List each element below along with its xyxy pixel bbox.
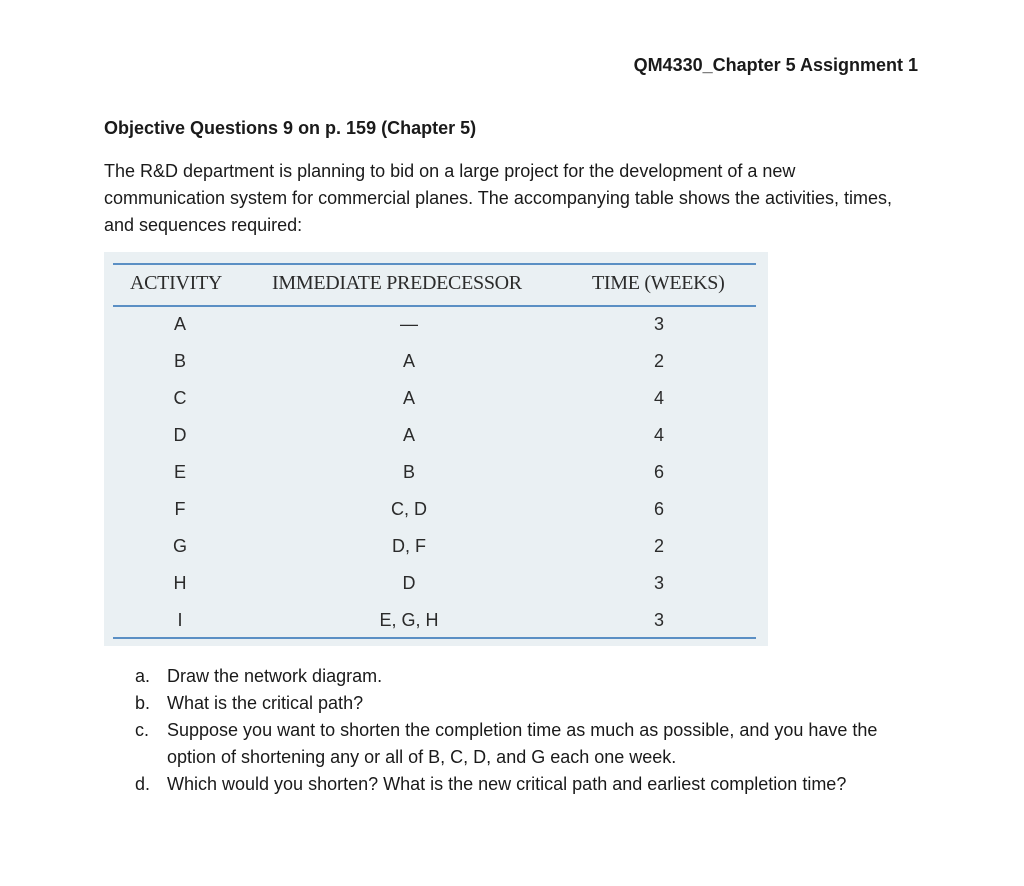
table-row — [104, 458, 768, 495]
time-cell: 2 — [653, 536, 664, 556]
list-item — [104, 717, 924, 771]
header-immediate-predecessor: IMMEDIATE PREDECESSOR — [272, 272, 522, 294]
time-cell: 6 — [653, 462, 664, 482]
list-item — [104, 690, 924, 717]
question-text: Draw the network diagram. — [167, 666, 383, 686]
predecessor-cell: A — [402, 388, 415, 408]
question-text: Which would you shorten? What is the new critical path and earliest completion time? — [167, 774, 847, 794]
time-cell: 6 — [653, 499, 664, 519]
list-marker: d. — [135, 774, 151, 794]
activity-cell: D — [173, 425, 187, 445]
list-marker: a. — [135, 666, 151, 686]
header-time-weeks: TIME (WEEKS) — [592, 272, 725, 294]
table-row — [104, 569, 768, 606]
predecessor-cell: E, G, H — [379, 610, 439, 630]
table-body — [104, 310, 768, 643]
activity-cell: G — [172, 536, 187, 556]
activity-cell: F — [174, 499, 186, 519]
header-activity: ACTIVITY — [130, 272, 223, 294]
activity-cell: B — [173, 351, 186, 371]
time-cell: 2 — [653, 351, 664, 371]
document-title: QM4330_Chapter 5 Assignment 1 — [633, 55, 918, 75]
question-text: What is the critical path? — [167, 693, 364, 713]
list-marker: b. — [135, 693, 151, 713]
predecessor-cell: B — [402, 462, 415, 482]
question-text: Suppose you want to shorten the completion time as much as possible, and you have the option of shortening any or all of B, C, D, and G each one week. — [167, 720, 878, 767]
time-cell: 3 — [653, 314, 664, 334]
activity-cell: H — [173, 573, 187, 593]
predecessor-cell: C, D — [391, 499, 427, 519]
predecessor-cell: A — [402, 351, 415, 371]
time-cell: 4 — [653, 425, 664, 445]
predecessor-cell: D — [402, 573, 416, 593]
table-row — [104, 310, 768, 347]
section-heading: Objective Questions 9 on p. 159 (Chapter 5) — [104, 118, 477, 138]
list-item — [104, 663, 924, 690]
time-cell: 4 — [653, 388, 664, 408]
predecessor-cell: — — [400, 314, 418, 334]
table-row — [104, 347, 768, 384]
table-row — [104, 421, 768, 458]
list-marker: c. — [135, 720, 150, 740]
predecessor-cell: A — [402, 425, 415, 445]
intro-paragraph: The R&D department is planning to bid on a large project for the development of a new communication system for commercial planes. The accompanying table shows the activities, times, and sequences required: — [104, 161, 892, 235]
time-cell: 3 — [653, 610, 664, 630]
table-bottom-rule — [113, 637, 756, 639]
table-header-rule — [113, 305, 756, 307]
activity-cell: I — [177, 610, 183, 630]
list-item — [104, 771, 924, 798]
table-row — [104, 532, 768, 569]
table-row — [104, 384, 768, 421]
time-cell: 3 — [653, 573, 664, 593]
activity-cell: E — [173, 462, 186, 482]
activity-cell: A — [173, 314, 186, 334]
activity-table — [104, 252, 768, 646]
question-list — [104, 663, 924, 798]
table-top-rule — [113, 263, 756, 265]
table-row — [104, 495, 768, 532]
predecessor-cell: D, F — [392, 536, 426, 556]
activity-cell: C — [173, 388, 187, 408]
